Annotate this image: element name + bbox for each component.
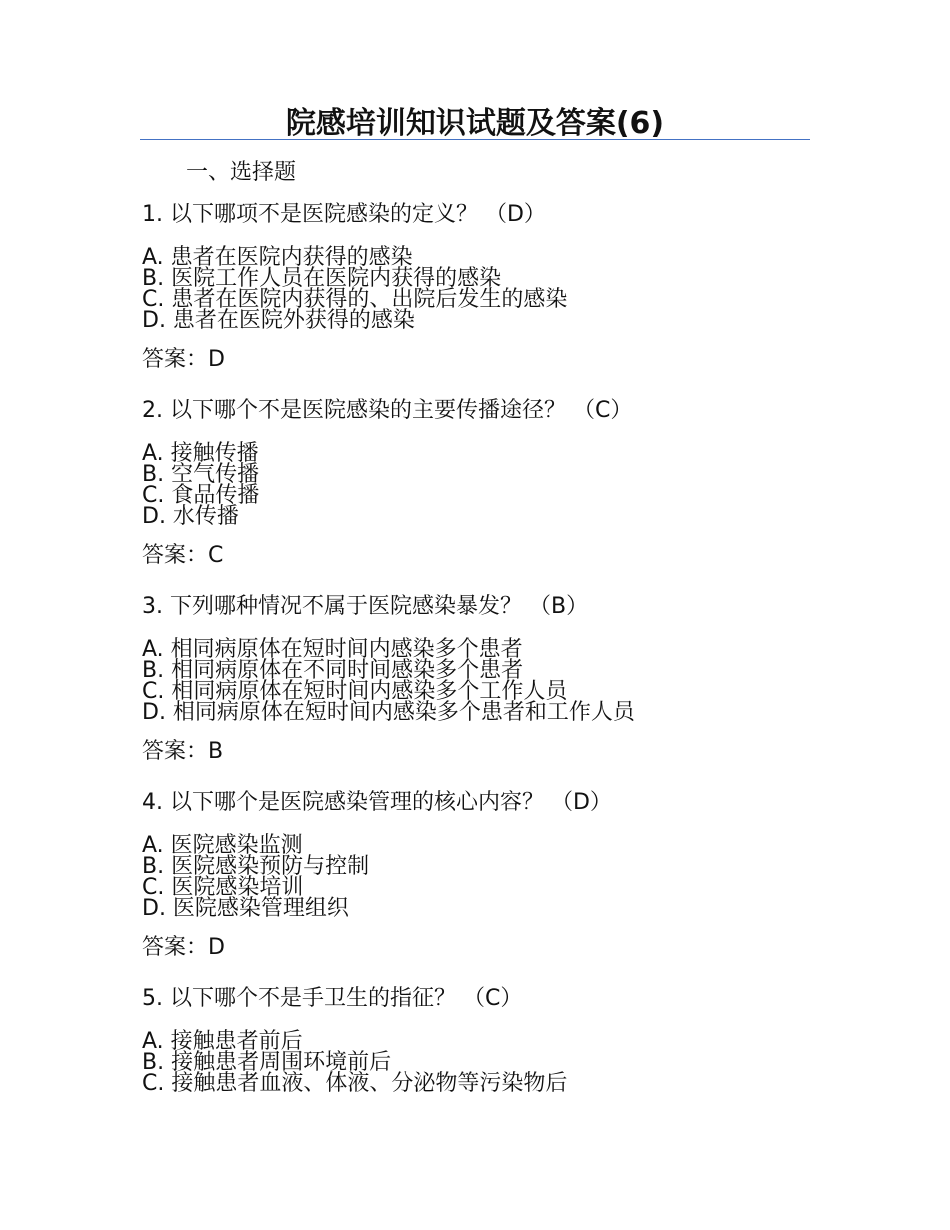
option-d: D. 水传播 — [142, 504, 239, 529]
question-text: 4. 以下哪个是医院感染管理的核心内容？ （D） — [142, 790, 612, 815]
option-a: A. 接触患者前后 — [142, 1029, 303, 1054]
option-a: A. 相同病原体在短时间内感染多个患者 — [142, 637, 523, 662]
section-heading: 一、选择题 — [186, 160, 297, 185]
option-list — [142, 1031, 822, 1094]
question-block-1 — [142, 200, 822, 375]
option-b: B. 医院工作人员在医院内获得的感染 — [142, 266, 502, 291]
document-title: 院感培训知识试题及答案(6) — [285, 106, 665, 141]
option-d: D. 医院感染管理组织 — [142, 896, 349, 921]
question-text: 3. 下列哪种情况不属于医院感染暴发？ （B） — [142, 594, 589, 619]
option-list — [142, 639, 822, 723]
option-c: C. 接触患者血液、体液、分泌物等污染物后 — [142, 1071, 568, 1096]
answer-line: 答案：D — [142, 935, 225, 960]
question-block-2 — [142, 396, 822, 571]
option-b: B. 相同病原体在不同时间感染多个患者 — [142, 658, 524, 683]
option-d: D. 相同病原体在短时间内感染多个患者和工作人员 — [142, 700, 635, 725]
question-block-5 — [142, 984, 822, 1094]
option-list — [142, 835, 822, 919]
question-block-3 — [142, 592, 822, 767]
option-b: B. 空气传播 — [142, 462, 260, 487]
option-d: D. 患者在医院外获得的感染 — [142, 308, 415, 333]
question-text: 2. 以下哪个不是医院感染的主要传播途径？ （C） — [142, 398, 633, 423]
option-b: B. 接触患者周围环境前后 — [142, 1050, 392, 1075]
question-text: 1. 以下哪项不是医院感染的定义？ （D） — [142, 202, 546, 227]
option-c: C. 相同病原体在短时间内感染多个工作人员 — [142, 679, 568, 704]
answer-line: 答案：B — [142, 739, 224, 764]
option-b: B. 医院感染预防与控制 — [142, 854, 370, 879]
title-underline — [140, 139, 810, 140]
option-list — [142, 247, 822, 331]
option-a: A. 医院感染监测 — [142, 833, 303, 858]
answer-line: 答案：C — [142, 543, 224, 568]
question-text: 5. 以下哪个不是手卫生的指征？ （C） — [142, 986, 523, 1011]
option-c: C. 食品传播 — [142, 483, 260, 508]
option-a: A. 接触传播 — [142, 441, 259, 466]
option-c: C. 患者在医院内获得的、出院后发生的感染 — [142, 287, 568, 312]
option-a: A. 患者在医院内获得的感染 — [142, 245, 413, 270]
answer-line: 答案：D — [142, 347, 225, 372]
option-c: C. 医院感染培训 — [142, 875, 304, 900]
option-list — [142, 443, 822, 527]
question-block-4 — [142, 788, 822, 963]
